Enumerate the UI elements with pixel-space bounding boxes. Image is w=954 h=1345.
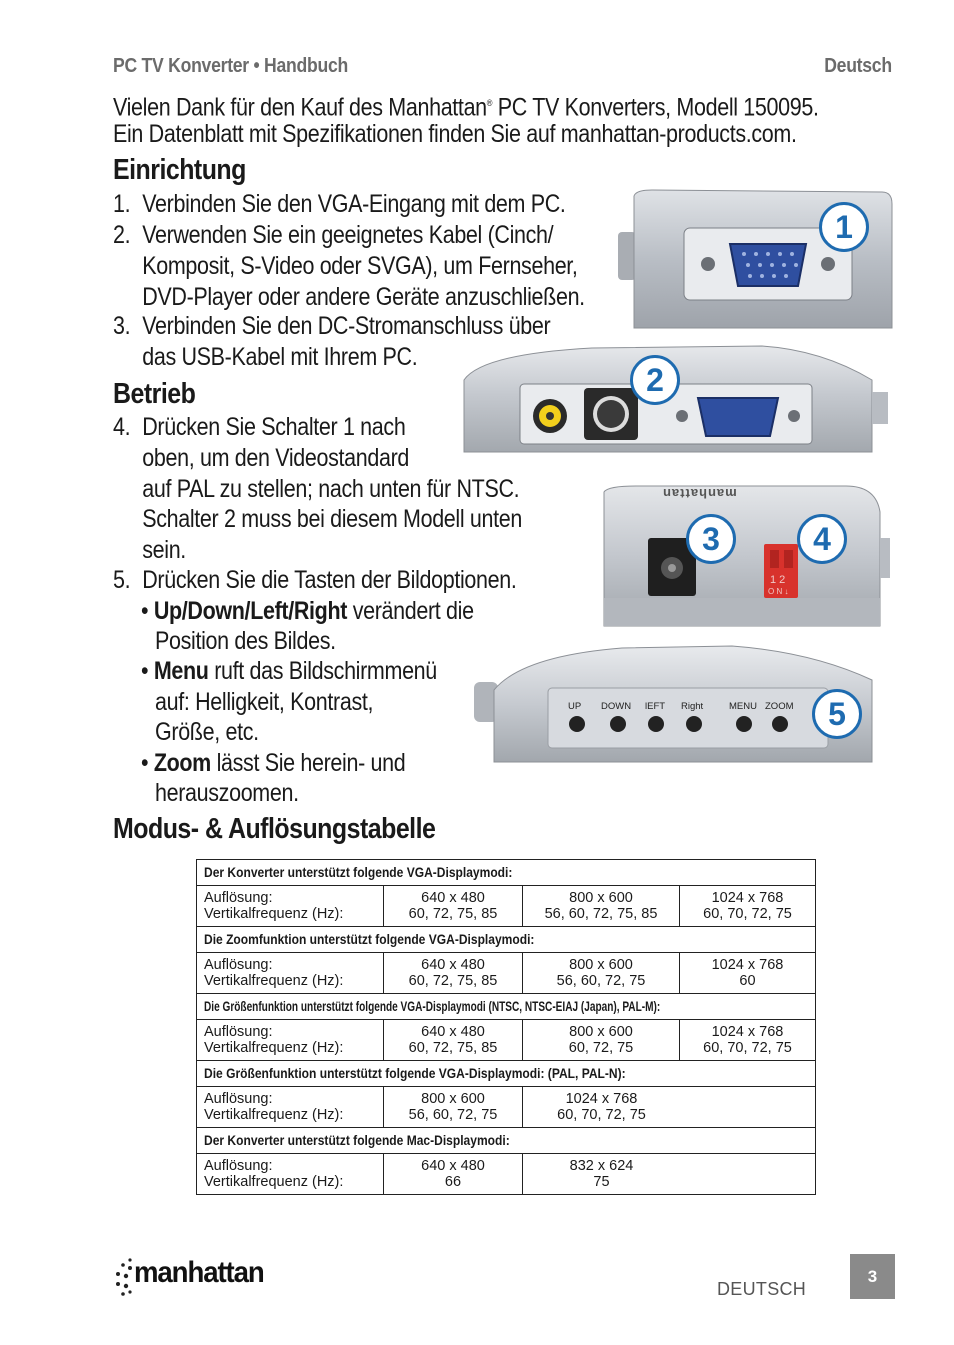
table-section-header: Die Zoomfunktion unterstützt folgende VGA-Displaymodi: bbox=[197, 927, 815, 953]
table-cell: 60, 70, 72, 75 bbox=[703, 906, 792, 922]
table-cell: 56, 60, 72, 75 bbox=[408, 1107, 498, 1123]
page-number: 3 bbox=[850, 1254, 895, 1299]
button-label-left: lEFT bbox=[645, 701, 666, 712]
label-frequency: Vertikalfrequenz (Hz): bbox=[204, 973, 344, 989]
intro-line-1: Vielen Dank für den Kauf des Manhattan® PC TV Konverters, Modell 150095. bbox=[113, 93, 819, 122]
label-resolution: Auflösung: bbox=[204, 890, 273, 906]
table-cell: 66 bbox=[444, 1174, 462, 1190]
table-cell: 60, 70, 72, 75 bbox=[703, 1040, 792, 1056]
running-header-title: PC TV Konverter • Handbuch bbox=[113, 55, 348, 77]
label-resolution: Auflösung: bbox=[204, 957, 273, 973]
figure-badge-4: 4 bbox=[797, 514, 847, 564]
figure-badge-5: 5 bbox=[812, 689, 862, 739]
table-cell: 1024 x 768 bbox=[711, 890, 784, 906]
label-frequency: Vertikalfrequenz (Hz): bbox=[204, 906, 344, 922]
modes-heading: Modus- & Auflösungstabelle bbox=[113, 813, 436, 845]
bullet-zoom: • Zoom lässt Sie herein- und bbox=[141, 749, 406, 777]
table-cell: 800 x 600 bbox=[569, 890, 633, 906]
table-cell: 1024 x 768 bbox=[711, 1024, 784, 1040]
table-cell: 1024 x 768 bbox=[565, 1091, 638, 1107]
logo-dots-icon bbox=[114, 1256, 136, 1298]
figure-badge-3: 3 bbox=[686, 514, 736, 564]
bullet-direction-keys-line-2: Position des Bildes. bbox=[155, 627, 336, 655]
table-cell: 60 bbox=[739, 973, 756, 989]
manhattan-logo bbox=[114, 1254, 284, 1300]
figure-badge-2: 2 bbox=[630, 355, 680, 405]
table-section-header: Die Größenfunktion unterstützt folgende VGA-Displaymodi (NTSC, NTSC-EIAJ (Japan), PAL-M): bbox=[197, 994, 815, 1020]
button-label-menu: MENU bbox=[729, 701, 757, 712]
table-cell: 60, 72, 75, 85 bbox=[408, 906, 498, 922]
table-cell: 1024 x 768 bbox=[711, 957, 784, 973]
intro-line-2: Ein Datenblatt mit Spezifikationen finden Sie auf manhattan-products.com. bbox=[113, 120, 797, 148]
table-cell: 60, 72, 75 bbox=[568, 1040, 634, 1056]
table-cell: 75 bbox=[593, 1174, 610, 1190]
table-row bbox=[197, 953, 815, 994]
bullet-zoom-line-2: herauszoomen. bbox=[155, 779, 299, 807]
button-label-right: Right bbox=[681, 701, 704, 712]
table-cell: 640 x 480 bbox=[421, 957, 485, 973]
bullet-menu-line-3: Größe, etc. bbox=[155, 718, 259, 746]
table-row bbox=[197, 1154, 815, 1195]
table-cell: 60, 72, 75, 85 bbox=[408, 973, 498, 989]
switch-sub-labels: O N ↓ bbox=[768, 587, 789, 596]
button-label-zoom: ZOOM bbox=[765, 701, 794, 712]
footer-language: DEUTSCH bbox=[717, 1279, 807, 1299]
table-cell: 832 x 624 bbox=[569, 1158, 634, 1174]
label-frequency: Vertikalfrequenz (Hz): bbox=[204, 1174, 344, 1190]
button-label-down: DOWN bbox=[601, 701, 632, 712]
table-cell: 800 x 600 bbox=[569, 957, 633, 973]
table-cell: 56, 60, 72, 75 bbox=[556, 973, 646, 989]
table-row bbox=[197, 1020, 815, 1061]
running-header-language: Deutsch bbox=[824, 55, 892, 77]
label-resolution: Auflösung: bbox=[204, 1158, 273, 1174]
table-cell: 800 x 600 bbox=[421, 1091, 485, 1107]
label-frequency: Vertikalfrequenz (Hz): bbox=[204, 1107, 344, 1123]
setup-heading: Einrichtung bbox=[113, 154, 246, 186]
bullet-menu: • Menu ruft das Bildschirmmenü bbox=[141, 657, 437, 685]
figure-power-and-switch bbox=[596, 482, 896, 630]
table-row bbox=[197, 1087, 815, 1128]
operation-heading: Betrieb bbox=[113, 378, 196, 410]
label-frequency: Vertikalfrequenz (Hz): bbox=[204, 1040, 344, 1056]
figure-video-outputs bbox=[462, 340, 892, 460]
table-section-header: Die Größenfunktion unterstützt folgende VGA-Displaymodi: (PAL, PAL-N): bbox=[197, 1061, 815, 1087]
table-section-header: Der Konverter unterstützt folgende Mac-Displaymodi: bbox=[197, 1128, 815, 1154]
table-cell: 800 x 600 bbox=[569, 1024, 633, 1040]
device-brand-mirrored: manhattan bbox=[662, 486, 737, 501]
table-cell: 60, 72, 75, 85 bbox=[408, 1040, 498, 1056]
table-cell: 640 x 480 bbox=[421, 890, 485, 906]
table-cell: 60, 70, 72, 75 bbox=[557, 1107, 646, 1123]
table-cell: 56, 60, 72, 75, 85 bbox=[544, 906, 658, 922]
table-cell: 640 x 480 bbox=[421, 1158, 485, 1174]
bullet-menu-line-2: auf: Helligkeit, Kontrast, bbox=[155, 688, 374, 716]
label-resolution: Auflösung: bbox=[204, 1024, 273, 1040]
figure-badge-1: 1 bbox=[819, 202, 869, 252]
bullet-direction-keys: • Up/Down/Left/Right verändert die bbox=[141, 597, 474, 625]
modes-table bbox=[196, 859, 816, 1195]
logo-wordmark: manhattan bbox=[134, 1256, 264, 1289]
table-cell: 640 x 480 bbox=[421, 1024, 485, 1040]
table-section-header: Der Konverter unterstützt folgende VGA-Displaymodi: bbox=[197, 860, 815, 886]
label-resolution: Auflösung: bbox=[204, 1091, 273, 1107]
table-row bbox=[197, 886, 815, 927]
switch-labels: 1 2 bbox=[770, 574, 786, 586]
button-label-up: UP bbox=[568, 701, 582, 712]
